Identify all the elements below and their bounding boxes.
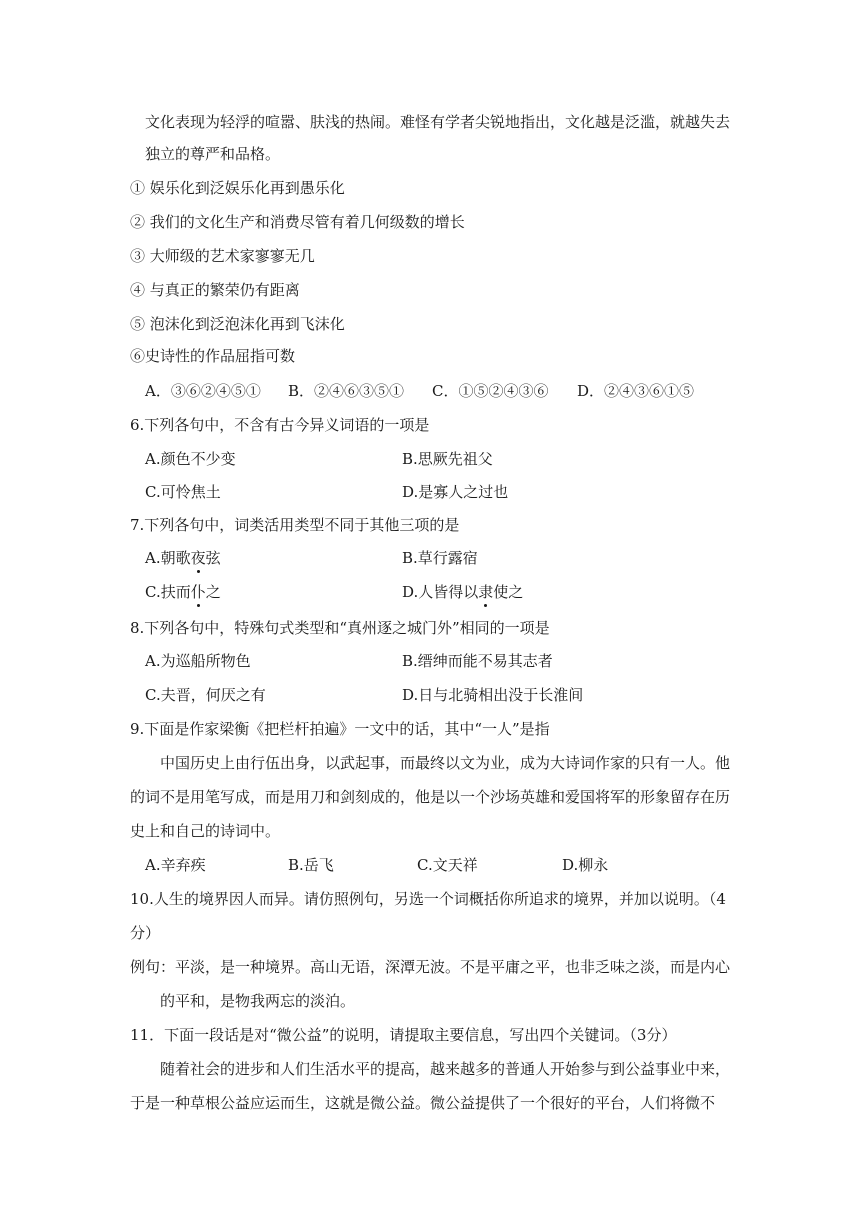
q11-passage-line-2: 于是一种草根公益应运而生，这就是微公益。微公益提供了一个很好的平台，人们将微不 [130, 1094, 716, 1112]
q10-example-line-1: 例句：平淡，是一种境界。高山无语，深潭无波。不是平庸之平，也非乏味之淡，而是内心 [130, 958, 731, 976]
q7-option-d: D.人皆得以隶使之 [402, 583, 524, 601]
q5-item-2: ② 我们的文化生产和消费尽管有着几何级数的增长 [130, 213, 465, 231]
q7-option-b: B.草行露宿 [402, 549, 478, 567]
q11-passage-line-1: 随着社会的进步和人们生活水平的提高，越来越多的普通人开始参与到公益事业中来， [160, 1060, 731, 1078]
intro-line-1: 文化表现为轻浮的喧嚣、肤浅的热闹。难怪有学者尖锐地指出，文化越是泛滥，就越失去 [145, 113, 731, 131]
q9-option-b: B.岳飞 [288, 856, 334, 874]
q6-option-d: D.是寡人之过也 [402, 483, 509, 501]
q11-stem: 11．下面一段话是对“微公益”的说明，请提取主要信息，写出四个关键词。（3分） [130, 1026, 677, 1044]
q10-example-line-2: 的平和，是物我两忘的淡泊。 [160, 992, 356, 1010]
q6-option-b: B.思厥先祖父 [402, 450, 493, 468]
q10-stem-line-2: 分） [130, 924, 161, 942]
q6-stem: 6.下列各句中，不含有古今异义词语的一项是 [130, 416, 430, 434]
q9-stem: 9.下面是作家梁衡《把栏杆拍遍》一文中的话，其中“一人”是指 [130, 720, 550, 738]
q5-option-c: C．①⑤②④③⑥ [432, 382, 549, 400]
q5-option-a: A．③⑥②④⑤① [145, 382, 261, 400]
q5-item-3: ③ 大师级的艺术家寥寥无几 [130, 247, 315, 265]
q6-option-c: C.可怜焦土 [145, 483, 221, 501]
q8-option-b: B.缙绅而能不易其志者 [402, 652, 553, 670]
emphasis-dot-char: 隶 [478, 583, 494, 601]
q5-option-b: B．②④⑥③⑤① [288, 382, 405, 400]
q10-stem-line-1: 10.人生的境界因人而异。请仿照例句，另选一个词概括你所追求的境界，并加以说明。（4 [130, 890, 726, 908]
q9-option-d: D.柳永 [562, 856, 609, 874]
q9-option-c: C.文天祥 [417, 856, 478, 874]
q8-option-c: C.夫晋，何厌之有 [145, 686, 266, 704]
q9-passage-line-3: 史上和自己的诗词中。 [130, 822, 281, 840]
emphasis-dot-char: 仆 [190, 583, 206, 601]
q7-option-c: C.扶而仆之 [145, 583, 221, 601]
q9-passage-line-1: 中国历史上由行伍出身，以武起事，而最终以文为业，成为大诗词作家的只有一人。他 [160, 754, 731, 772]
q8-option-a: A.为巡船所物色 [145, 652, 251, 670]
q6-option-a: A.颜色不少变 [145, 450, 236, 468]
q9-passage-line-2: 的词不是用笔写成，而是用刀和剑刻成的，他是以一个沙场英雄和爱国将军的形象留存在历 [130, 788, 731, 806]
q5-item-1: ① 娱乐化到泛娱乐化再到愚乐化 [130, 179, 345, 197]
q7-stem: 7.下列各句中，词类活用类型不同于其他三项的是 [130, 516, 460, 534]
q5-option-d: D．②④③⑥①⑤ [577, 382, 695, 400]
emphasis-dot-char: 夜 [190, 549, 206, 567]
intro-line-2: 独立的尊严和品格。 [145, 145, 281, 163]
q5-item-5: ⑤ 泡沫化到泛泡沫化再到飞沫化 [130, 315, 345, 333]
q9-option-a: A.辛弃疾 [145, 856, 206, 874]
q5-item-4: ④ 与真正的繁荣仍有距离 [130, 281, 300, 299]
q5-item-6: ⑥史诗性的作品屈指可数 [130, 347, 296, 365]
q8-stem: 8.下列各句中，特殊句式类型和“真州逐之城门外”相同的一项是 [130, 619, 550, 637]
q8-option-d: D.日与北骑相出没于长淮间 [402, 686, 584, 704]
q7-option-a: A.朝歌夜弦 [145, 549, 221, 567]
